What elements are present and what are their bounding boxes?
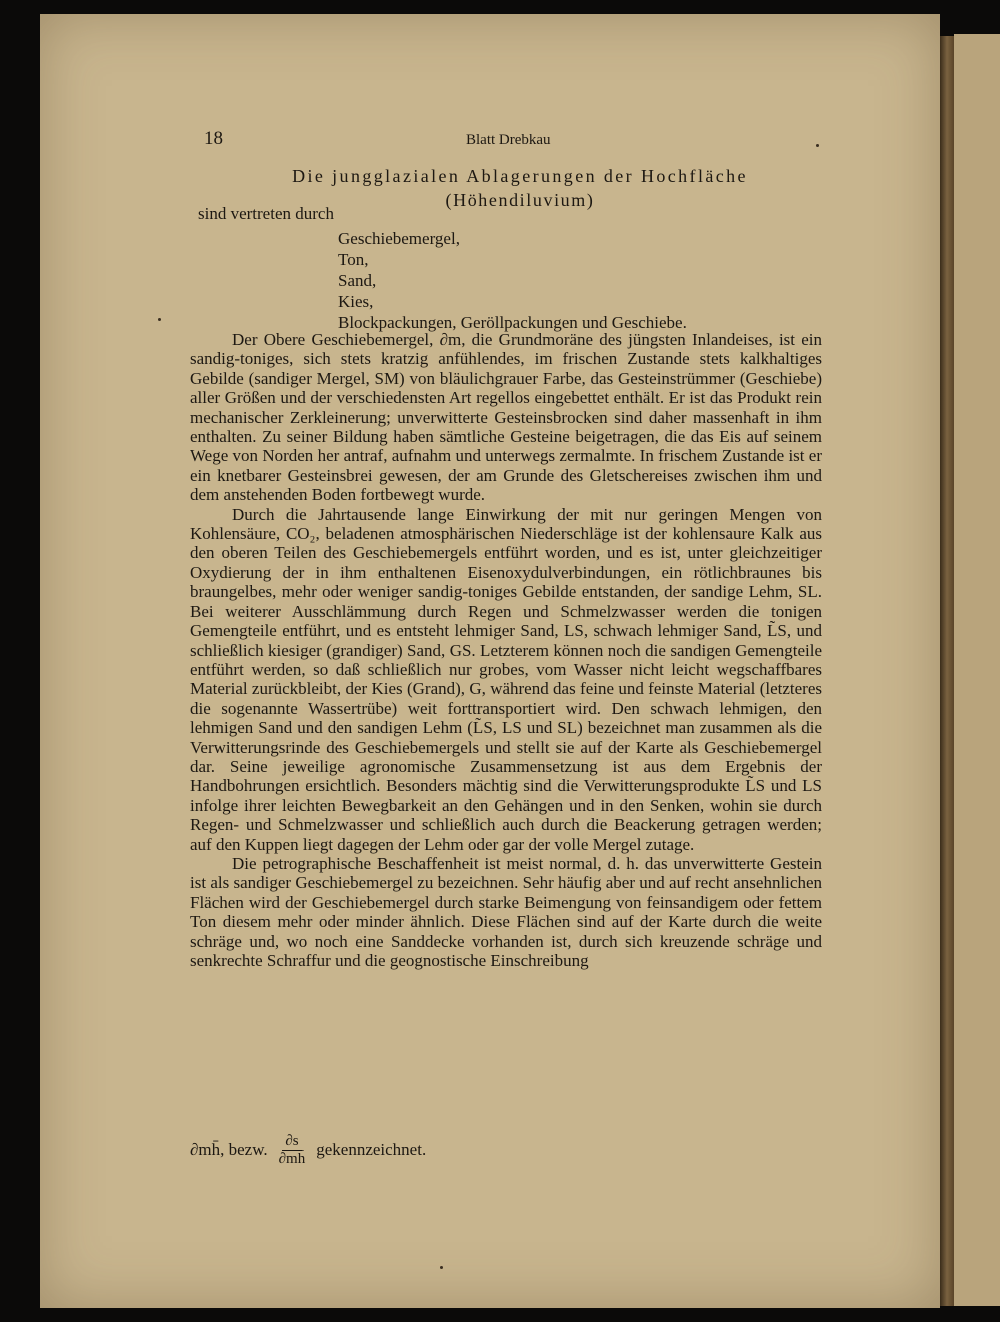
list-item: Geschiebemergel, — [338, 229, 460, 248]
body-text — [190, 330, 822, 970]
page-number: 18 — [204, 128, 223, 149]
paper-speck — [158, 318, 161, 321]
paragraph-geschiebemergel: Der Obere Geschiebemergel, ∂m, die Grundmoräne des jüngsten Inlandeises, ist ein sandig-toniges, sich stets kratzig anfühlendes, im frischen Zustande stets kalkhaltiges Gebilde (sandiger Mergel, SM) von bläulichgrauer Farbe, das Gesteinstrümmer (Geschiebe) aller Größen und der verschiedensten Art regellos eingebettet enthält. Er ist das Produkt rein mechanischer Zerkleinerung; unverwitterte Gesteinsbrocken sind daher massenhaft in ihm enthalten. Zu seiner Bildung haben sämtliche Gesteine beigetragen, die das Eis auf seinem Wege von Norden her antraf, aufnahm und unterwegs zermalmte. In frischem Zustande ist er ein knetbarer Gesteinsbrei gewesen, der am Grunde des Gletschereises zwischen ihm und dem anstehenden Boden fortbewegt wurde. — [190, 330, 822, 505]
fraction-denominator: ∂mh̄ — [278, 1150, 306, 1167]
intro-text: sind vertreten durch — [198, 204, 334, 223]
paper-speck — [440, 1266, 443, 1269]
section-title-line-1: Die jungglazialen Ablagerungen der Hochfläche — [292, 166, 748, 186]
deposit-list — [338, 228, 687, 333]
book-spine — [940, 36, 954, 1306]
formula-lead: ∂mh̄, bezw. — [190, 1140, 268, 1159]
running-title: Blatt Drebkau — [466, 132, 551, 148]
list-item: Sand, — [338, 271, 377, 290]
book-page — [40, 14, 940, 1308]
page-header — [40, 128, 940, 158]
paragraph-verwitterung: Durch die Jahrtausende lange Einwirkung der mit nur geringen Mengen von Kohlensäure, CO₂, beladenen atmosphärischen Niederschläge ist der kohlensaure Kalk aus den oberen Teilen des Geschiebemergels entführt worden, und es ist, unter gleichzeitiger Oxydierung der in ihm enthaltenen Eisenoxydulverbindungen, ein rötlichbraunes bis braungelbes, mehr oder weniger sandig-toniges Gebilde entstanden, der sandige Lehm, SL. Bei weiterer Ausschlämmung durch Regen und Schmelzwasser werden die tonigen Gemengteile entführt, und es entsteht lehmiger Sand, LS, schwach lehmiger Sand, L̃S, und schließlich kiesiger (grandiger) Sand, GS. Letzterem können noch die sandigen Gemengteile entführt werden, so daß schließlich nur grobes, vom Wasser nicht leicht wegschaffbares Material zurückbleibt, der Kies (Grand), G, während das feine und feinste Material (letzteres die sogenannte Wassertrübe) weit forttransportiert wird. Den schwach lehmigen, den lehmigen Sand und den sandigen Lehm (L̃S, LS und SL) bezeichnet man zusammen als die Verwitterungsrinde des Geschiebemergels und stellt sie auf der Karte als Geschiebemergel dar. Seine jeweilige agronomische Zusammensetzung ist aus dem Ergebnis der Handbohrungen ersichtlich. Besonders mächtig sind die Verwitterungsprodukte L̃S und LS infolge ihrer leichten Bewegbarkeit an den Gehängen und in den Senken, wohin sie durch Regen- und Schmelzwasser und schließlich auch durch die Beackerung getragen werden; auf den Kuppen liegt dagegen der Lehm oder gar der volle Mergel zutage. — [190, 504, 822, 854]
formula-line — [190, 1128, 426, 1172]
adjacent-page-edge — [954, 34, 1000, 1306]
paragraph-petrographie: Die petrographische Beschaffenheit ist meist normal, d. h. das unverwitterte Gestein ist als sandiger Geschiebemergel zu bezeichnen. Sehr häufig aber und auf recht ansehnlichen Flächen wird der Geschiebemergel durch starke Beimengung von feinsandigem oder fettem Ton diesem mehr oder minder ähnlich. Diese Flächen sind auf der Karte durch die weite schräge und, wo noch eine Sanddecke vorhanden ist, durch sich kreuzende schräge und senkrechte Schraffur und die geognostische Einschreibung — [190, 853, 822, 970]
list-item: Ton, — [338, 250, 369, 269]
fraction — [276, 1133, 309, 1168]
section-title-line-2: (Höhendiluvium) — [445, 190, 595, 210]
list-item: Blockpackungen, Geröllpackungen und Geschiebe. — [338, 313, 687, 332]
list-item: Kies, — [338, 292, 374, 311]
formula-tail: gekennzeichnet. — [316, 1140, 427, 1159]
paper-speck — [816, 144, 819, 147]
fraction-numerator: ∂s — [282, 1133, 301, 1151]
